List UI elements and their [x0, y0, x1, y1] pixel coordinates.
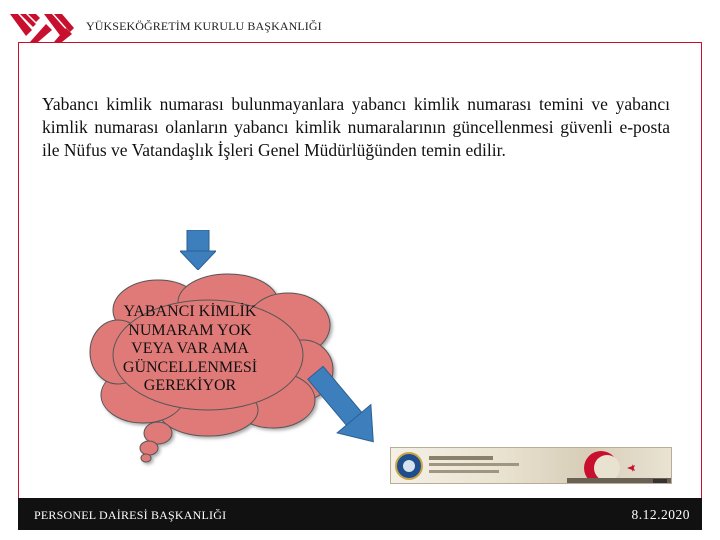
header-title: YÜKSEKÖĞRETİM KURULU BAŞKANLIĞI	[86, 19, 322, 33]
cloud-line: VEYA VAR AMA	[131, 340, 249, 357]
cloud-line: YABANCI KİMLİK	[123, 303, 257, 320]
website-thumbnail	[390, 447, 672, 484]
down-arrow-icon	[180, 230, 216, 270]
cloud-line: NUMARAM YOK	[128, 321, 252, 339]
body-paragraph: Yabancı kimlik numarası bulunmayanlara yabancı kimlik numarası temini ve yabancı kimlik numarası olanların yabancı kimlik numaralarının güncellenmesi güvenli e-posta ile Nüfus ve Vatandaşlık İşleri Genel Müdürlüğünden temin edilir.	[42, 94, 670, 160]
footer-date: 8.12.2020	[631, 507, 690, 522]
footer-department: PERSONEL DAİRESİ BAŞKANLIĞI	[34, 508, 227, 522]
website-thumbnail-image	[391, 448, 672, 484]
cloud-line: GÜNCELLENMESİ	[122, 358, 258, 376]
cloud-text	[102, 303, 278, 396]
diagonal-arrow-icon	[305, 360, 385, 456]
yok-logo	[6, 10, 78, 46]
cloud-line: GEREKİYOR	[143, 377, 237, 394]
